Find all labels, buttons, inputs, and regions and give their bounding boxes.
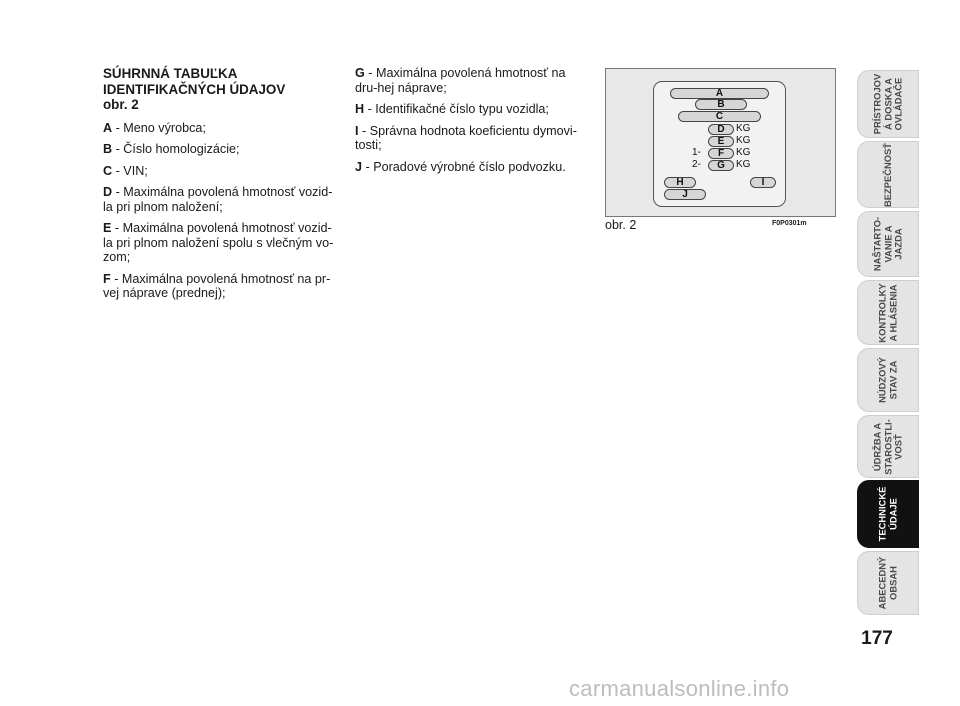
tab-label: ÚDRŽBA A STAROSTLI- VOSŤ <box>871 418 904 475</box>
legend-item: B - Číslo homologizácie; <box>103 142 240 156</box>
legend-item: D - Maximálna povolená hmotnosť vozid-la pri plnom naložení; <box>103 185 333 214</box>
plate-field-f: F <box>708 148 734 159</box>
legend-list-left <box>103 121 339 301</box>
plate-field-i: I <box>750 177 776 188</box>
tab-abecedny-obsah[interactable] <box>857 551 919 615</box>
plate-axle2-label: 2- <box>692 159 701 170</box>
tab-label: NAŠTARTO- VANIE A JAZDA <box>871 216 904 272</box>
tab-label: NÚDZOVÝ STAV ZA <box>876 357 898 403</box>
tab-bezpecnost[interactable] <box>857 141 919 208</box>
plate-field-h: H <box>664 177 696 188</box>
legend-item: E - Maximálna povolená hmotnosť vozid-la pri plnom naložení spolu s vlečným vo-zom; <box>103 221 334 264</box>
plate-axle1-label: 1- <box>692 147 701 158</box>
tab-nastartovanie[interactable] <box>857 211 919 277</box>
legend-item: F - Maximálna povolená hmotnosť na pr-vej nápravе (prednej); <box>103 271 331 300</box>
page-number: 177 <box>861 628 893 649</box>
plate-field-j: J <box>664 189 706 200</box>
plate-kg-label: KG <box>736 135 751 146</box>
tab-udrzba[interactable] <box>857 415 919 478</box>
plate-field-c: C <box>678 111 761 122</box>
plate-kg-label: KG <box>736 123 751 134</box>
tab-kontrolky[interactable] <box>857 280 919 345</box>
legend-item: H - Identifikačné číslo typu vozidla; <box>355 102 549 116</box>
tab-label: ABECEDNÝ OBSAH <box>876 556 898 610</box>
plate-field-d: D <box>708 124 734 135</box>
plate-field-e: E <box>708 136 734 147</box>
id-plate-figure <box>605 68 836 217</box>
identification-plate <box>653 81 786 207</box>
tab-label: BEZPEČNOSŤ <box>881 142 893 207</box>
figure-code: F0P0301m <box>772 220 807 227</box>
legend-item: I - Správna hodnota koeficientu dymovi-tosti; <box>355 123 577 152</box>
tab-label: TECHNICKÉ ÚDAJE <box>876 486 898 542</box>
tab-label: PRÍSTROJOV Á DOSKA A OVLÁDAČE <box>871 73 904 135</box>
section-heading: SÚHRNNÁ TABUĽKA IDENTIFIKAČNÝCH ÚDAJOV obr. 2 <box>103 66 286 112</box>
plate-field-b: B <box>695 99 747 110</box>
legend-item: A - Meno výrobca; <box>103 120 206 135</box>
plate-field-a: A <box>670 88 769 99</box>
plate-kg-label: KG <box>736 159 751 170</box>
legend-item: G - Maximálna povolená hmotnosť na dru-hej nápravе; <box>355 66 566 95</box>
tab-pristrojova-doska[interactable] <box>857 70 919 138</box>
watermark: carmanualsonline.info <box>569 676 790 701</box>
tab-technicke-udaje[interactable] <box>857 480 919 548</box>
left-column <box>103 66 339 308</box>
tab-nudzovy-stav[interactable] <box>857 348 919 412</box>
middle-column <box>355 66 589 181</box>
plate-field-g: G <box>708 160 734 171</box>
plate-kg-label: KG <box>736 147 751 158</box>
tab-label: KONTROLKY A HLÁSENIA <box>876 282 898 343</box>
figure-caption: obr. 2 <box>605 218 637 232</box>
legend-item: C - VIN; <box>103 163 148 178</box>
legend-item: J - Poradové výrobné číslo podvozku. <box>355 159 566 174</box>
